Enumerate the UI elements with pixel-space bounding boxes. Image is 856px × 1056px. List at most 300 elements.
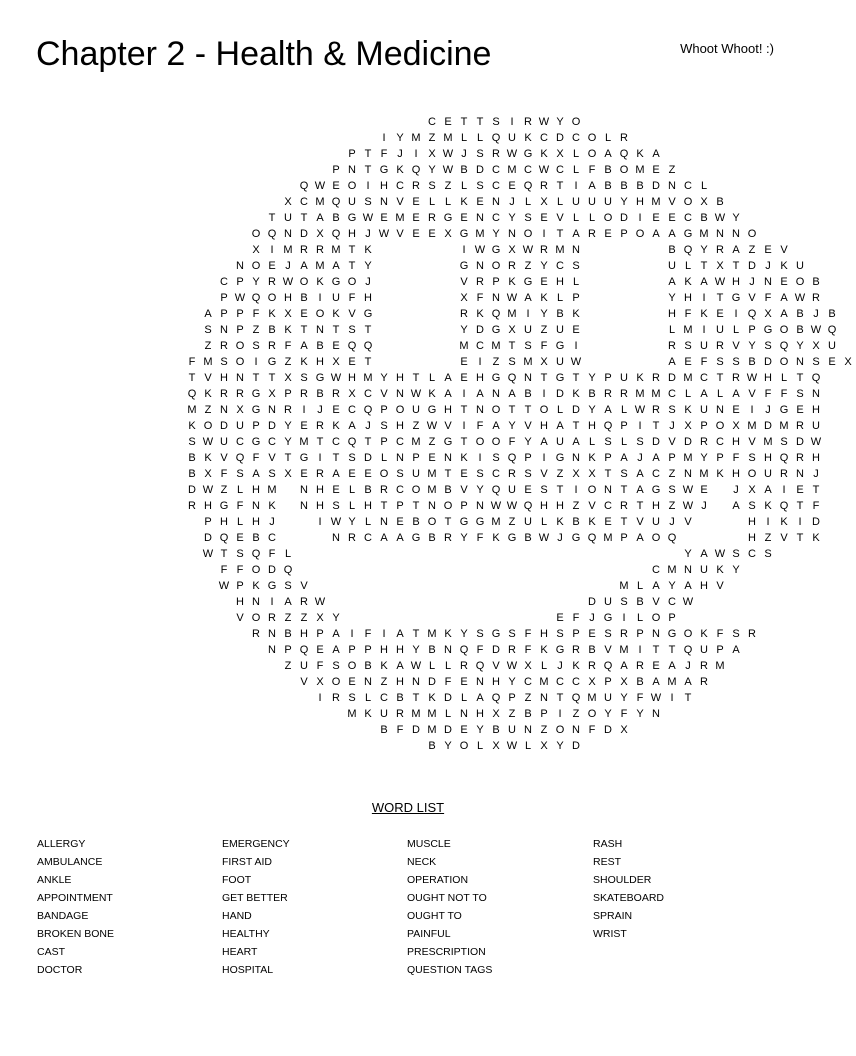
grid-letter: J [765, 260, 771, 272]
grid-letter: U [604, 692, 612, 704]
grid-letter: F [476, 292, 484, 304]
grid-letter: X [316, 612, 324, 624]
grid-letter: Q [747, 308, 757, 320]
grid-letter: E [588, 628, 596, 640]
grid-letter: V [588, 500, 596, 512]
grid-letter: T [556, 228, 564, 240]
grid-letter: I [414, 148, 418, 160]
grid-letter: E [364, 468, 372, 480]
grid-row [0, 114, 816, 130]
grid-letter: X [540, 196, 548, 208]
grid-letter: N [668, 180, 676, 192]
grid-letter: T [652, 644, 660, 656]
grid-letter: A [700, 388, 708, 400]
grid-letter: D [476, 164, 484, 176]
grid-letter: B [716, 196, 724, 208]
grid-letter: H [556, 500, 564, 512]
grid-row [0, 530, 820, 546]
word-list-item: GET BETTER [222, 892, 288, 904]
grid-letter: O [491, 436, 501, 448]
grid-letter: U [700, 404, 708, 416]
grid-letter: K [380, 660, 388, 672]
grid-letter: Z [284, 660, 292, 672]
grid-letter: L [716, 388, 724, 400]
grid-letter: X [508, 244, 516, 256]
grid-letter: Z [524, 692, 532, 704]
grid-letter: I [302, 404, 306, 416]
grid-letter: S [812, 356, 820, 368]
grid-letter: K [252, 580, 260, 592]
grid-letter: V [396, 228, 404, 240]
grid-letter: P [380, 404, 388, 416]
grid-letter: S [476, 148, 484, 160]
grid-letter: D [556, 388, 564, 400]
grid-letter: Y [620, 692, 628, 704]
grid-letter: X [204, 468, 212, 480]
grid-letter: W [682, 484, 694, 496]
grid-letter: Y [556, 740, 564, 752]
grid-letter: O [779, 356, 789, 368]
grid-letter: I [366, 180, 370, 192]
grid-letter: Z [300, 612, 308, 624]
grid-letter: A [732, 644, 740, 656]
grid-letter: Y [476, 724, 484, 736]
grid-letter: T [348, 244, 356, 256]
grid-row [0, 722, 816, 738]
grid-letter: E [428, 228, 436, 240]
grid-letter: B [524, 708, 532, 720]
grid-letter: L [284, 548, 292, 560]
grid-letter: P [316, 628, 324, 640]
grid-letter: S [492, 452, 500, 464]
grid-letter: U [300, 660, 308, 672]
grid-letter: A [636, 484, 644, 496]
grid-letter: L [444, 708, 452, 720]
grid-letter: N [300, 500, 308, 512]
grid-letter: B [316, 388, 324, 400]
grid-letter: T [572, 420, 580, 432]
grid-letter: R [300, 388, 308, 400]
grid-letter: F [524, 628, 532, 640]
grid-letter: M [459, 340, 469, 352]
grid-letter: Q [619, 148, 629, 160]
word-list-item: BANDAGE [37, 910, 89, 922]
grid-letter: F [764, 388, 772, 400]
grid-letter: E [652, 212, 660, 224]
grid-letter: C [684, 180, 692, 192]
grid-letter: N [732, 228, 740, 240]
grid-letter: G [651, 484, 661, 496]
word-list-item: SPRAIN [593, 910, 633, 922]
grid-letter: N [716, 228, 724, 240]
grid-letter: Q [603, 420, 613, 432]
grid-letter: V [524, 420, 532, 432]
grid-letter: G [491, 244, 501, 256]
grid-letter: N [716, 404, 724, 416]
grid-letter: B [812, 276, 820, 288]
grid-letter: L [732, 324, 740, 336]
grid-letter: O [795, 276, 805, 288]
grid-letter: S [780, 436, 788, 448]
grid-letter: X [236, 404, 244, 416]
grid-letter: P [492, 276, 500, 288]
grid-letter: S [684, 340, 692, 352]
grid-letter: A [780, 292, 788, 304]
grid-letter: C [556, 164, 564, 176]
grid-letter: U [348, 196, 356, 208]
grid-letter: R [588, 228, 596, 240]
grid-letter: T [508, 340, 516, 352]
grid-letter: S [620, 468, 628, 480]
grid-letter: F [236, 500, 244, 512]
grid-letter: U [828, 340, 836, 352]
grid-letter: S [348, 324, 356, 336]
word-list-item: WRIST [593, 928, 627, 940]
grid-letter: N [316, 324, 324, 336]
grid-letter: M [507, 164, 517, 176]
grid-letter: B [636, 596, 644, 608]
grid-letter: S [604, 436, 612, 448]
grid-letter: V [268, 452, 276, 464]
grid-letter: Q [491, 692, 501, 704]
grid-row [0, 354, 852, 370]
grid-letter: E [300, 308, 308, 320]
grid-row [0, 690, 816, 706]
grid-letter: G [555, 340, 565, 352]
grid-letter: F [284, 340, 292, 352]
grid-letter: G [731, 292, 741, 304]
grid-letter: C [364, 532, 372, 544]
grid-letter: T [732, 260, 740, 272]
grid-letter: E [796, 484, 804, 496]
grid-letter: F [268, 548, 276, 560]
grid-letter: Q [587, 532, 597, 544]
grid-letter: W [218, 580, 230, 592]
grid-letter: T [556, 692, 564, 704]
grid-letter: A [620, 452, 628, 464]
grid-letter: S [732, 356, 740, 368]
word-list-item: APPOINTMENT [37, 892, 113, 904]
grid-letter: X [620, 724, 628, 736]
grid-letter: B [588, 644, 596, 656]
grid-letter: T [556, 180, 564, 192]
word-list-item: MUSCLE [407, 838, 451, 850]
grid-letter: I [638, 644, 642, 656]
grid-letter: N [364, 676, 372, 688]
grid-letter: K [540, 148, 548, 160]
grid-row [0, 370, 821, 386]
grid-letter: E [572, 324, 580, 336]
grid-letter: I [702, 292, 706, 304]
grid-letter: F [780, 388, 788, 400]
word-list-item: HEART [222, 946, 258, 958]
grid-letter: T [412, 500, 420, 512]
grid-letter: C [380, 692, 388, 704]
grid-letter: L [540, 660, 548, 672]
grid-letter: H [380, 644, 388, 656]
grid-letter: O [235, 340, 245, 352]
grid-letter: T [300, 212, 308, 224]
grid-letter: K [812, 532, 820, 544]
grid-letter: N [764, 276, 772, 288]
grid-letter: H [540, 628, 548, 640]
grid-letter: C [652, 468, 660, 480]
grid-letter: Z [668, 500, 676, 512]
grid-letter: X [444, 228, 452, 240]
grid-letter: K [700, 308, 708, 320]
grid-letter: C [668, 596, 676, 608]
grid-letter: X [588, 468, 596, 480]
grid-letter: A [476, 692, 484, 704]
grid-letter: A [668, 228, 676, 240]
grid-letter: D [556, 132, 564, 144]
grid-letter: F [252, 308, 260, 320]
grid-letter: K [476, 308, 484, 320]
grid-letter: Z [668, 468, 676, 480]
grid-row [0, 610, 816, 626]
grid-letter: R [476, 276, 484, 288]
grid-letter: V [668, 196, 676, 208]
grid-letter: G [555, 452, 565, 464]
grid-letter: P [572, 628, 580, 640]
grid-letter: I [270, 244, 274, 256]
grid-letter: J [637, 452, 643, 464]
grid-row [0, 498, 820, 514]
grid-letter: S [236, 468, 244, 480]
grid-letter: D [268, 564, 276, 576]
grid-letter: D [588, 596, 596, 608]
grid-letter: K [716, 564, 724, 576]
grid-letter: A [556, 420, 564, 432]
grid-letter: I [638, 212, 642, 224]
grid-letter: Z [668, 164, 676, 176]
grid-letter: K [492, 532, 500, 544]
grid-letter: H [316, 356, 324, 368]
grid-letter: T [684, 692, 692, 704]
word-list-item: ANKLE [37, 874, 72, 886]
grid-letter: C [540, 132, 548, 144]
grid-letter: S [428, 180, 436, 192]
grid-letter: N [396, 388, 404, 400]
grid-letter: Q [251, 292, 261, 304]
grid-letter: X [524, 660, 532, 672]
grid-letter: J [397, 148, 403, 160]
grid-letter: D [620, 212, 628, 224]
grid-letter: L [428, 196, 436, 208]
grid-letter: H [252, 516, 260, 528]
grid-row [0, 194, 816, 210]
grid-letter: X [748, 484, 756, 496]
grid-letter: N [220, 404, 228, 416]
grid-letter: T [796, 500, 804, 512]
grid-letter: U [412, 468, 420, 480]
grid-letter: Y [284, 420, 292, 432]
grid-letter: X [732, 420, 740, 432]
grid-letter: R [796, 420, 804, 432]
grid-letter: T [364, 436, 372, 448]
grid-row [0, 418, 820, 434]
grid-letter: S [492, 116, 500, 128]
word-list-item: NECK [407, 856, 437, 868]
grid-letter: M [523, 356, 533, 368]
grid-letter: U [380, 708, 388, 720]
grid-row [0, 562, 816, 578]
grid-letter: L [476, 740, 484, 752]
grid-letter: Y [508, 676, 516, 688]
grid-letter: P [668, 452, 676, 464]
grid-letter: T [364, 148, 372, 160]
grid-letter: E [508, 180, 516, 192]
grid-letter: W [714, 548, 726, 560]
grid-letter: A [332, 628, 340, 640]
grid-letter: I [462, 244, 466, 256]
grid-letter: S [668, 404, 676, 416]
grid-letter: W [506, 292, 518, 304]
grid-letter: F [508, 436, 516, 448]
grid-letter: H [220, 372, 228, 384]
grid-letter: C [492, 212, 500, 224]
grid-letter: R [316, 420, 324, 432]
grid-letter: E [332, 340, 340, 352]
grid-letter: J [813, 468, 819, 480]
grid-letter: X [284, 468, 292, 480]
grid-letter: C [556, 676, 564, 688]
grid-letter: H [540, 420, 548, 432]
grid-letter: V [204, 372, 212, 384]
grid-letter: M [635, 164, 645, 176]
grid-letter: C [236, 436, 244, 448]
grid-letter: S [332, 660, 340, 672]
grid-letter: W [234, 292, 246, 304]
grid-letter: X [284, 372, 292, 384]
grid-letter: W [538, 116, 550, 128]
grid-letter: Z [428, 436, 436, 448]
grid-letter: E [652, 164, 660, 176]
grid-letter: I [558, 708, 562, 720]
grid-letter: V [780, 532, 788, 544]
grid-letter: H [364, 500, 372, 512]
grid-letter: Y [508, 212, 516, 224]
grid-letter: F [364, 628, 372, 640]
grid-letter: S [668, 484, 676, 496]
grid-letter: Y [476, 484, 484, 496]
grid-letter: Y [684, 548, 692, 560]
word-list-item: FOOT [222, 874, 252, 886]
grid-letter: E [828, 356, 836, 368]
grid-row [0, 338, 836, 354]
grid-letter: A [732, 388, 740, 400]
grid-row [0, 626, 816, 642]
grid-letter: H [348, 228, 356, 240]
grid-letter: P [348, 644, 356, 656]
grid-letter: N [492, 388, 500, 400]
grid-letter: M [475, 228, 485, 240]
grid-row [0, 674, 816, 690]
grid-letter: O [603, 212, 613, 224]
grid-letter: W [538, 532, 550, 544]
grid-letter: Q [491, 484, 501, 496]
grid-letter: Y [588, 404, 596, 416]
grid-letter: T [572, 372, 580, 384]
grid-letter: N [380, 516, 388, 528]
grid-letter: O [587, 148, 597, 160]
grid-letter: S [300, 372, 308, 384]
grid-letter: R [508, 644, 516, 656]
word-search-grid [0, 114, 852, 762]
grid-letter: B [428, 532, 436, 544]
grid-row [0, 226, 816, 242]
grid-letter: Y [284, 436, 292, 448]
grid-letter: K [540, 292, 548, 304]
grid-letter: A [652, 228, 660, 240]
grid-letter: O [683, 196, 693, 208]
grid-row [0, 658, 816, 674]
grid-letter: C [492, 180, 500, 192]
grid-letter: I [382, 628, 386, 640]
grid-letter: R [316, 468, 324, 480]
grid-letter: I [510, 116, 514, 128]
grid-letter: N [524, 724, 532, 736]
grid-letter: R [540, 180, 548, 192]
grid-letter: S [732, 628, 740, 640]
grid-letter: R [716, 244, 724, 256]
grid-letter: D [412, 724, 420, 736]
grid-letter: L [572, 212, 580, 224]
grid-letter: W [442, 148, 454, 160]
grid-letter: K [460, 196, 468, 208]
grid-letter: M [699, 468, 709, 480]
grid-letter: Y [556, 116, 564, 128]
grid-letter: R [780, 468, 788, 480]
grid-letter: O [555, 724, 565, 736]
grid-letter: E [412, 196, 420, 208]
grid-letter: O [267, 292, 277, 304]
grid-letter: H [348, 372, 356, 384]
grid-letter: G [363, 308, 373, 320]
grid-letter: O [411, 484, 421, 496]
grid-letter: A [396, 628, 404, 640]
grid-letter: G [427, 404, 437, 416]
grid-letter: S [476, 180, 484, 192]
grid-letter: Q [299, 180, 309, 192]
grid-letter: R [460, 660, 468, 672]
grid-letter: U [652, 516, 660, 528]
grid-letter: Z [572, 708, 580, 720]
grid-letter: J [557, 532, 563, 544]
grid-letter: N [572, 724, 580, 736]
grid-letter: R [508, 468, 516, 480]
grid-letter: W [506, 148, 518, 160]
grid-letter: H [444, 404, 452, 416]
grid-letter: R [220, 388, 228, 400]
grid-letter: J [733, 484, 739, 496]
grid-letter: E [316, 644, 324, 656]
grid-letter: X [540, 356, 548, 368]
grid-letter: I [574, 340, 578, 352]
grid-letter: W [202, 436, 214, 448]
grid-letter: P [716, 452, 724, 464]
grid-row [0, 322, 837, 338]
grid-letter: E [332, 180, 340, 192]
grid-letter: R [572, 644, 580, 656]
grid-letter: C [572, 132, 580, 144]
grid-letter: W [490, 500, 502, 512]
grid-letter: W [330, 372, 342, 384]
grid-letter: B [668, 244, 676, 256]
grid-letter: R [604, 388, 612, 400]
grid-letter: H [316, 484, 324, 496]
grid-letter: L [460, 180, 468, 192]
